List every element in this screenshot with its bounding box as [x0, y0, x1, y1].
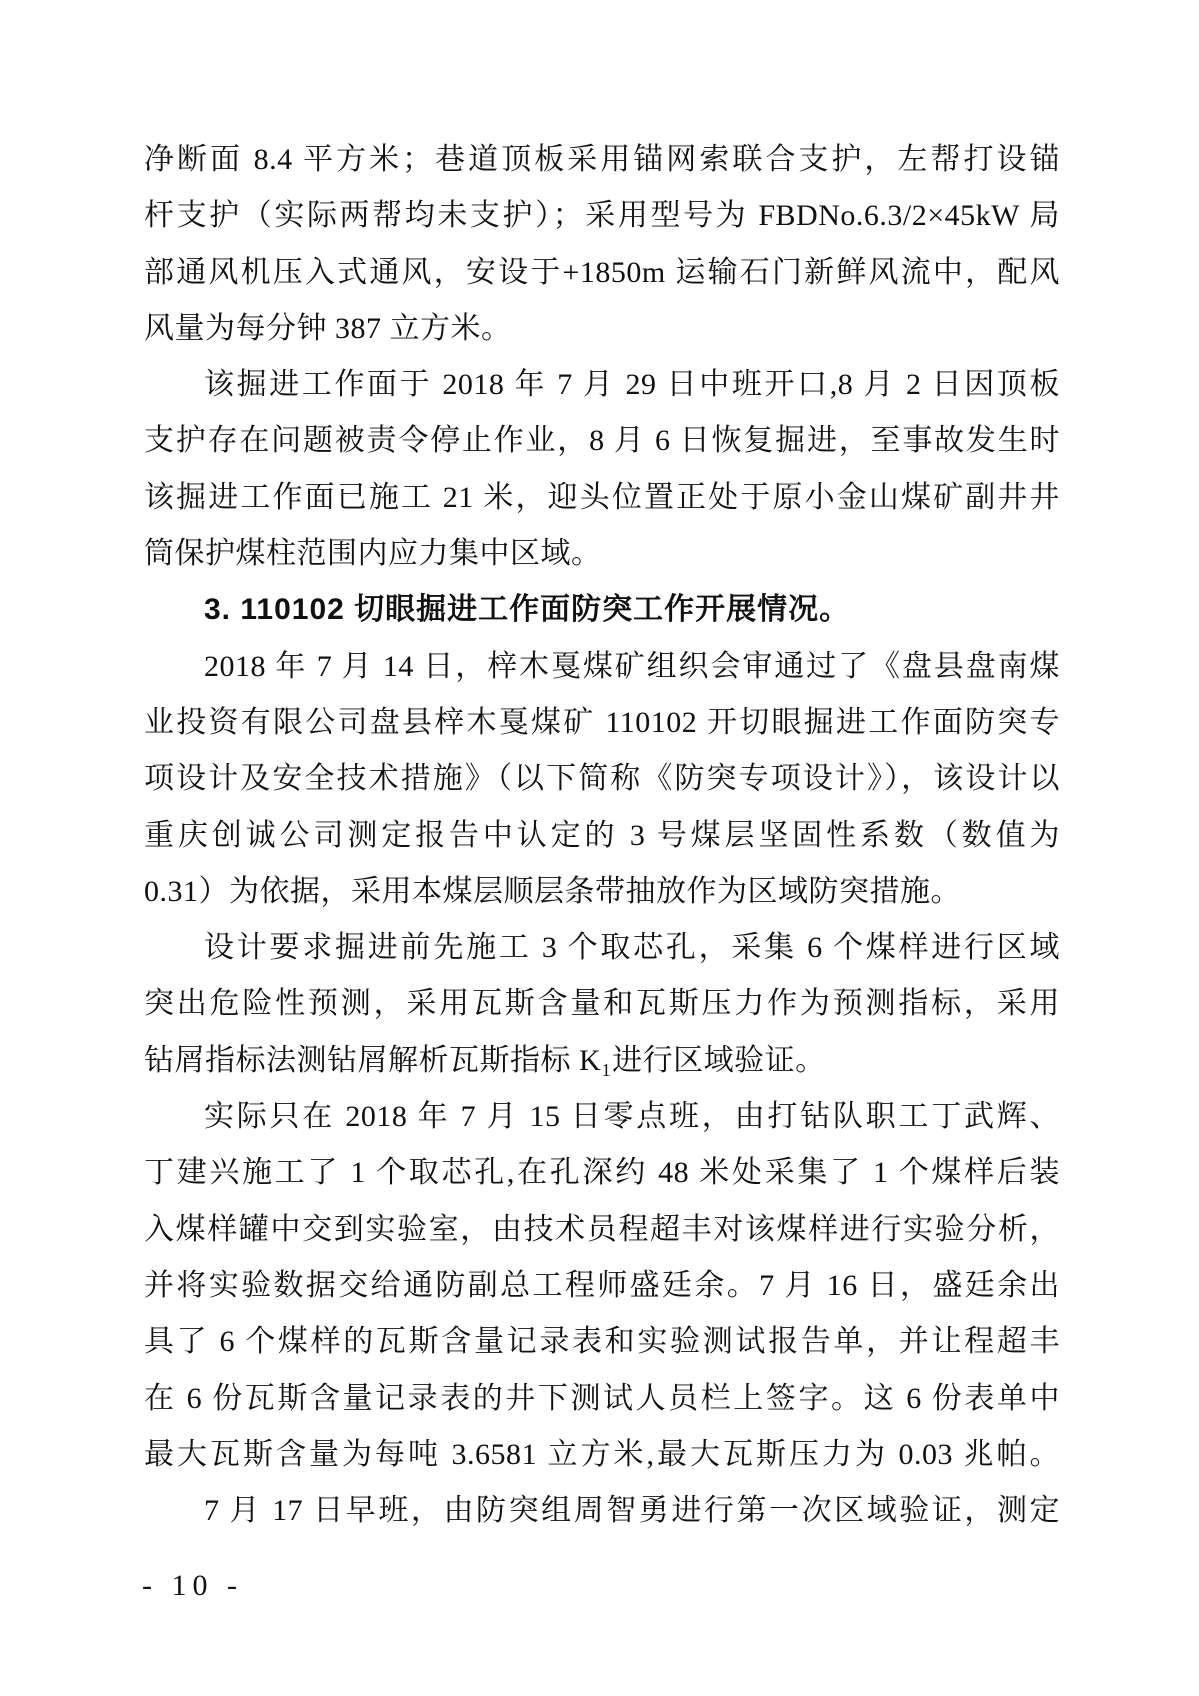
- text-line: 突出危险性预测，采用瓦斯含量和瓦斯压力作为预测指标，采用: [144, 987, 1060, 1021]
- text-line: 该掘进工作面已施工 21 米，迎头位置正处于原小金山煤矿副井井: [144, 480, 1060, 514]
- text-line: 入煤样罐中交到实验室，由技术员程超丰对该煤样进行实验分析，: [144, 1212, 1060, 1246]
- text-line: 项设计及安全技术措施》（以下简称《防突专项设计》），该设计以: [144, 762, 1060, 796]
- text-line: 丁建兴施工了 1 个取芯孔,在孔深约 48 米处采集了 1 个煤样后装: [144, 1156, 1060, 1190]
- text-line: 2018 年 7 月 14 日，梓木戛煤矿组织会审通过了《盘县盘南煤: [204, 649, 1060, 683]
- section-heading: 3. 110102 切眼掘进工作面防突工作开展情况。: [204, 593, 851, 627]
- text-line: 部通风机压入式通风，安设于+1850m 运输石门新鲜风流中，配风: [144, 255, 1060, 289]
- text-line: 支护存在问题被责令停止作业，8 月 6 日恢复掘进，至事故发生时: [144, 424, 1060, 458]
- text-line: 钻屑指标法测钻屑解析瓦斯指标 K₁进行区域验证。: [144, 1043, 826, 1077]
- text-line: 0.31）为依据，采用本煤层顺层条带抽放作为区域防突措施。: [144, 874, 961, 908]
- text-line: 7 月 17 日早班，由防突组周智勇进行第一次区域验证，测定: [204, 1494, 1060, 1528]
- text-line: 实际只在 2018 年 7 月 15 日零点班，由打钻队职工丁武辉、: [204, 1100, 1060, 1134]
- text-line: 并将实验数据交给通防副总工程师盛廷余。7 月 16 日，盛廷余出: [144, 1268, 1060, 1302]
- page-number: - 10 -: [142, 1569, 243, 1602]
- text-line: 杆支护（实际两帮均未支护）；采用型号为 FBDNo.6.3/2×45kW 局: [144, 199, 1060, 233]
- document-text-block: [144, 132, 1060, 1539]
- text-line: 该掘进工作面于 2018 年 7 月 29 日中班开口,8 月 2 日因顶板: [204, 368, 1060, 402]
- text-line: 风量为每分钟 387 立方米。: [144, 311, 512, 345]
- text-line: 重庆创诚公司测定报告中认定的 3 号煤层坚固性系数（数值为: [144, 818, 1060, 852]
- text-line: 在 6 份瓦斯含量记录表的井下测试人员栏上签字。这 6 份表单中: [144, 1381, 1060, 1415]
- text-line: 净断面 8.4 平方米；巷道顶板采用锚网索联合支护，左帮打设锚: [144, 143, 1060, 176]
- text-line: 筒保护煤柱范围内应力集中区域。: [144, 537, 602, 571]
- text-line: 设计要求掘进前先施工 3 个取芯孔，采集 6 个煤样进行区域: [204, 931, 1060, 965]
- text-line: 最大瓦斯含量为每吨 3.6581 立方米,最大瓦斯压力为 0.03 兆帕。: [144, 1437, 1060, 1471]
- text-line: 具了 6 个煤样的瓦斯含量记录表和实验测试报告单，并让程超丰: [144, 1325, 1060, 1359]
- text-line: 业投资有限公司盘县梓木戛煤矿 110102 开切眼掘进工作面防突专: [144, 705, 1060, 739]
